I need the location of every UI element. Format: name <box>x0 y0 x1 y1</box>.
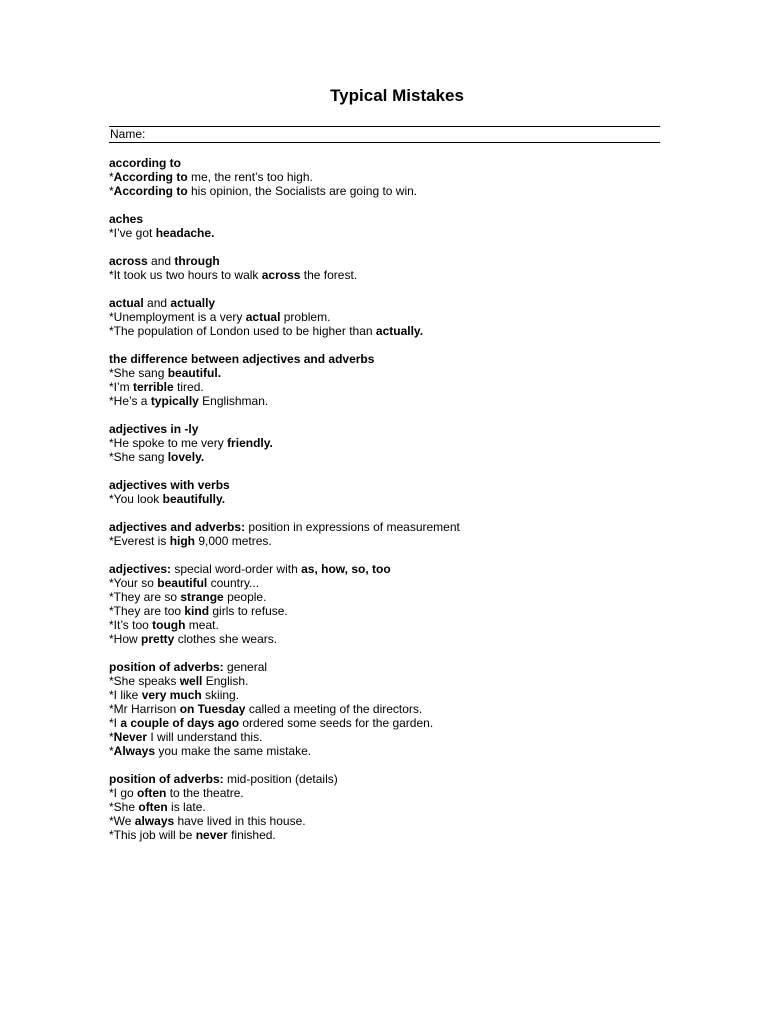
text-run: *I’ve got <box>109 226 156 240</box>
mistake-section <box>109 422 669 464</box>
text-run: girls to refuse. <box>209 604 288 618</box>
example-sentence <box>109 814 669 828</box>
example-sentence <box>109 674 669 688</box>
bold-text: pretty <box>141 632 175 646</box>
name-label: Name: <box>110 127 146 141</box>
bold-text: lovely. <box>167 450 205 464</box>
text-run: *Everest is <box>109 534 170 548</box>
text-run: *We <box>109 814 135 828</box>
section-heading <box>109 352 669 366</box>
bold-text: as, how, so, too <box>301 562 391 576</box>
example-sentence <box>109 436 669 450</box>
bold-text: actually. <box>375 324 424 338</box>
bold-text: tough <box>152 618 186 632</box>
text-run: meat. <box>185 618 219 632</box>
section-heading <box>109 660 669 674</box>
bold-text: across <box>261 268 301 282</box>
example-sentence <box>109 800 669 814</box>
section-heading <box>109 478 669 492</box>
example-sentence <box>109 226 669 240</box>
page-title: Typical Mistakes <box>330 86 464 105</box>
mistake-section <box>109 562 669 646</box>
text-run: *It’s too <box>109 618 153 632</box>
text-run: *It took us two hours to walk <box>109 268 262 282</box>
bold-text: well <box>179 674 203 688</box>
section-heading <box>109 772 669 786</box>
section-heading <box>109 562 669 576</box>
text-run: 9,000 metres. <box>195 534 272 548</box>
bold-text: the difference between adjectives and adverbs <box>109 352 375 366</box>
example-sentence <box>109 576 669 590</box>
text-run: * <box>109 184 114 198</box>
bold-text: typically <box>150 394 199 408</box>
text-run: *I go <box>109 786 138 800</box>
text-run: general <box>223 660 268 674</box>
text-run: *They are too <box>109 604 185 618</box>
text-run: *He spoke to me very <box>109 436 228 450</box>
text-run: problem. <box>280 310 331 324</box>
text-run: English. <box>202 674 249 688</box>
bold-text: beautifully. <box>162 492 226 506</box>
text-run: mid-position (details) <box>223 772 338 786</box>
example-sentence <box>109 534 669 548</box>
example-sentence <box>109 604 669 618</box>
example-sentence <box>109 716 669 730</box>
text-run: have lived in this house. <box>174 814 306 828</box>
mistake-section <box>109 212 669 240</box>
bold-text: never <box>195 828 228 842</box>
text-run: I will understand this. <box>147 730 263 744</box>
bold-text: terrible <box>133 380 174 394</box>
text-run: * <box>109 170 114 184</box>
bold-text: headache. <box>155 226 215 240</box>
bold-text: on Tuesday <box>179 702 246 716</box>
bold-text: very much <box>141 688 202 702</box>
example-sentence <box>109 170 669 184</box>
bold-text: a couple of days ago <box>120 716 240 730</box>
section-heading <box>109 520 669 534</box>
example-sentence <box>109 268 669 282</box>
example-sentence <box>109 730 669 744</box>
text-run: special word-order with <box>171 562 302 576</box>
example-sentence <box>109 702 669 716</box>
section-heading <box>109 296 669 310</box>
bold-text: across <box>109 254 148 268</box>
bold-text: always <box>134 814 175 828</box>
bold-text: adjectives: <box>109 562 172 576</box>
text-run: his opinion, the Socialists are going to win. <box>187 184 418 198</box>
text-run: tired. <box>173 380 204 394</box>
text-run: * <box>109 730 114 744</box>
text-run: *You look <box>109 492 163 506</box>
bold-text: strange <box>180 590 224 604</box>
text-run: *How <box>109 632 142 646</box>
bold-text: actually <box>170 296 216 310</box>
bold-text: beautiful. <box>167 366 222 380</box>
text-run: you make the same mistake. <box>155 744 312 758</box>
section-heading <box>109 212 669 226</box>
bold-text: through <box>174 254 220 268</box>
mistakes-list <box>109 156 669 856</box>
bold-text: often <box>138 800 168 814</box>
text-run: *She <box>109 800 139 814</box>
bold-text: adjectives in -ly <box>109 422 199 436</box>
bold-text: According to <box>113 184 188 198</box>
text-run: is late. <box>167 800 206 814</box>
text-run: *She sang <box>109 450 168 464</box>
example-sentence <box>109 786 669 800</box>
text-run: ordered some seeds for the garden. <box>239 716 434 730</box>
mistake-section <box>109 254 669 282</box>
text-run: *They are so <box>109 590 181 604</box>
mistake-section <box>109 660 669 758</box>
text-run: *This job will be <box>109 828 196 842</box>
text-run: *The population of London used to be higher than <box>109 324 376 338</box>
mistake-section <box>109 772 669 842</box>
bold-text: position of adverbs: <box>109 660 224 674</box>
bold-text: adjectives and adverbs: <box>109 520 246 534</box>
text-run: position in expressions of measurement <box>245 520 460 534</box>
bold-text: Always <box>113 744 156 758</box>
text-run: Englishman. <box>198 394 269 408</box>
text-run: *I’m <box>109 380 133 394</box>
text-run: * <box>109 744 114 758</box>
text-run: and <box>147 254 175 268</box>
text-run: country... <box>207 576 260 590</box>
text-run: *She sang <box>109 366 168 380</box>
text-run: called a meeting of the directors. <box>245 702 423 716</box>
bold-text: actual <box>245 310 281 324</box>
example-sentence <box>109 590 669 604</box>
text-run: *Unemployment is a very <box>109 310 246 324</box>
text-run: *I like <box>109 688 142 702</box>
bold-text: high <box>169 534 196 548</box>
text-run: the forest. <box>300 268 358 282</box>
text-run: *Mr Harrison <box>109 702 180 716</box>
text-run: *Your so <box>109 576 158 590</box>
example-sentence <box>109 632 669 646</box>
text-run: *He’s a <box>109 394 151 408</box>
mistake-section <box>109 296 669 338</box>
bold-text: beautiful <box>157 576 208 590</box>
mistake-section <box>109 520 669 548</box>
bold-text: Never <box>113 730 148 744</box>
text-run: and <box>143 296 171 310</box>
example-sentence <box>109 366 669 380</box>
example-sentence <box>109 324 669 338</box>
text-run: me, the rent’s too high. <box>187 170 313 184</box>
mistake-section <box>109 478 669 506</box>
section-heading <box>109 422 669 436</box>
section-heading <box>109 156 669 170</box>
bold-text: actual <box>109 296 144 310</box>
text-run: skiing. <box>201 688 240 702</box>
text-run: finished. <box>227 828 276 842</box>
example-sentence <box>109 828 669 842</box>
text-run: clothes she wears. <box>174 632 278 646</box>
bold-text: friendly. <box>227 436 273 450</box>
bold-text: According to <box>113 170 188 184</box>
example-sentence <box>109 450 669 464</box>
bold-text: position of adverbs: <box>109 772 224 786</box>
bold-text: adjectives with verbs <box>109 478 230 492</box>
bold-text: according to <box>109 156 182 170</box>
name-field <box>109 126 660 143</box>
example-sentence <box>109 618 669 632</box>
mistake-section <box>109 156 669 198</box>
example-sentence <box>109 380 669 394</box>
text-run: people. <box>223 590 267 604</box>
example-sentence <box>109 688 669 702</box>
text-run: *I <box>109 716 121 730</box>
bold-text: aches <box>109 212 144 226</box>
section-heading <box>109 254 669 268</box>
example-sentence <box>109 394 669 408</box>
bold-text: often <box>137 786 167 800</box>
example-sentence <box>109 744 669 758</box>
example-sentence <box>109 184 669 198</box>
text-run: *She speaks <box>109 674 180 688</box>
bold-text: kind <box>184 604 210 618</box>
example-sentence <box>109 492 669 506</box>
mistake-section <box>109 352 669 408</box>
text-run: to the theatre. <box>166 786 244 800</box>
example-sentence <box>109 310 669 324</box>
